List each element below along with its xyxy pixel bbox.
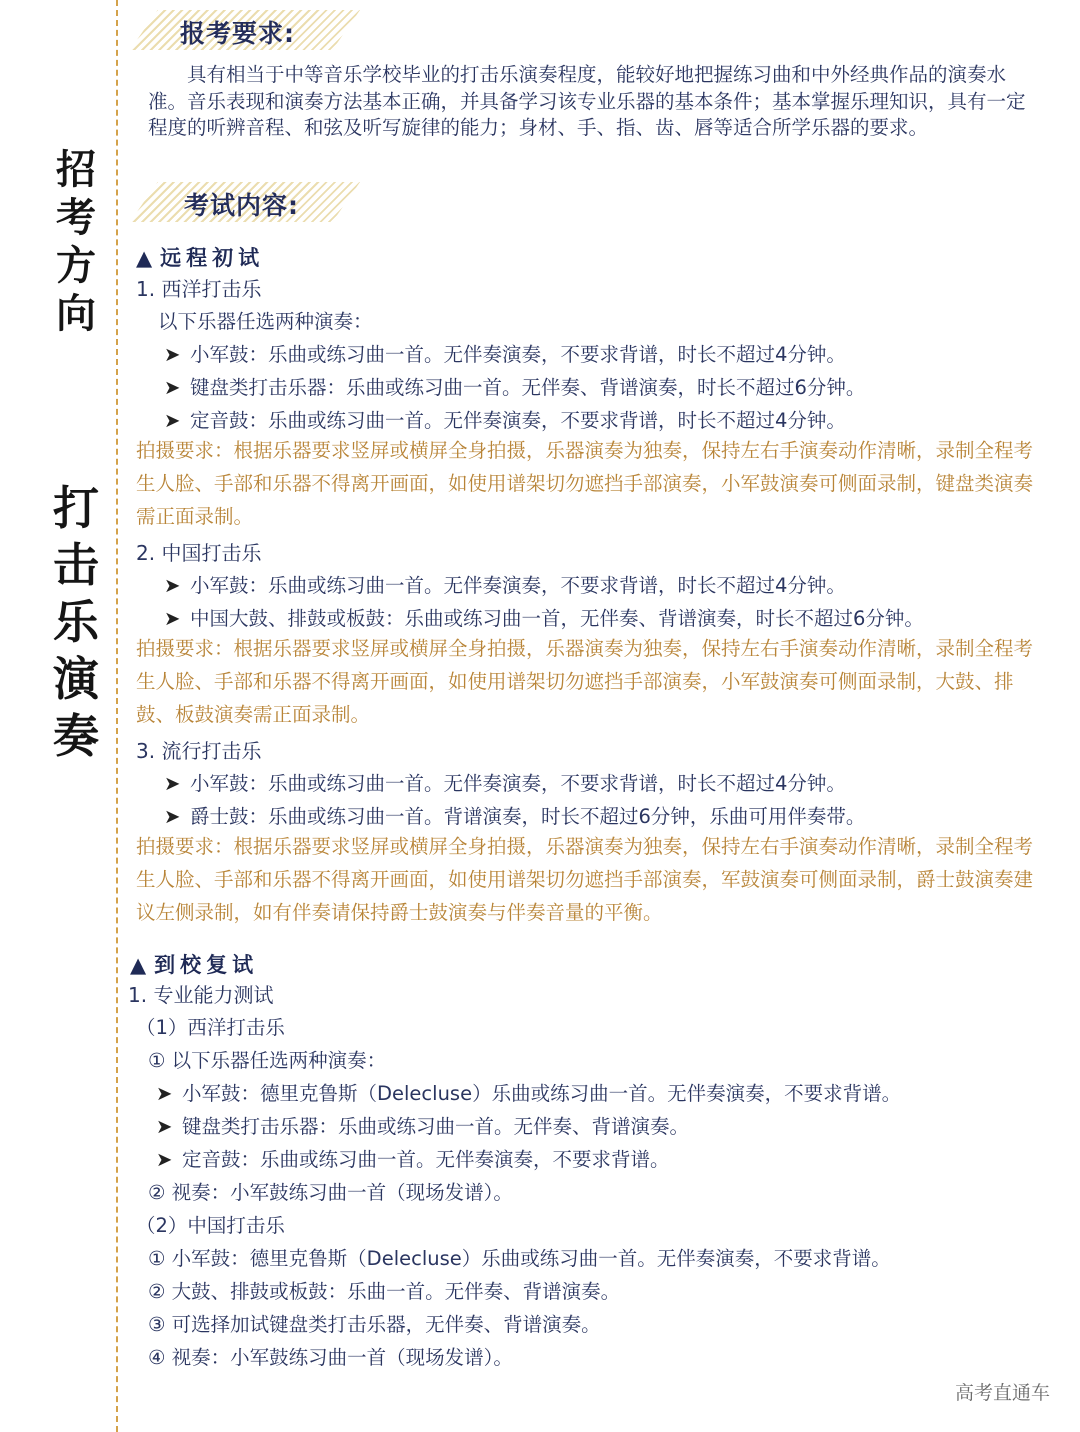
brand-watermark: 高考直通车 — [954, 1382, 1050, 1404]
vertical-divider — [116, 0, 118, 1432]
list-item: ① 小军鼓：德里克鲁斯（Delecluse）乐曲或练习曲一首。无伴奏演奏，不要求背谱。 — [148, 1247, 891, 1270]
arrow-bullet-icon: ➤ — [164, 376, 181, 399]
list-item: ➤ 小军鼓：乐曲或练习曲一首。无伴奏演奏，不要求背谱，时长不超过4分钟。 — [164, 574, 846, 597]
list-item: ③ 可选择加试键盘类打击乐器，无伴奏、背谱演奏。 — [148, 1313, 601, 1336]
pop-title: 3. 流行打击乐 — [136, 739, 262, 763]
filming-requirement: 拍摄要求：根据乐器要求竖屏或横屏全身拍摄，乐器演奏为独奏，保持左右手演奏动作清晰，录制全程考生人脸、手部和乐器不得离开画面，如使用谱架切勿遮挡手部演奏，小军鼓演奏可侧面录制，键盘类演奏需正面录制。 — [136, 439, 1034, 528]
side-title-bottom: 打 击 乐 演 奏 — [53, 481, 99, 763]
list-item: ➤ 小军鼓：德里克鲁斯（Delecluse）乐曲或练习曲一首。无伴奏演奏，不要求背谱。 — [156, 1082, 902, 1105]
triangle-icon: ▲ — [130, 953, 147, 977]
round2-heading: ▲ 到校复试 — [130, 953, 259, 977]
chinese-subtitle: （2）中国打击乐 — [136, 1214, 285, 1237]
requirements-header: 报考要求: — [180, 19, 295, 48]
round1-heading: ▲ 远程初试 — [136, 246, 265, 270]
skill-test-title: 1. 专业能力测试 — [128, 983, 274, 1007]
arrow-bullet-icon: ➤ — [164, 343, 181, 366]
list-item: ④ 视奏：小军鼓练习曲一首（现场发谱）。 — [148, 1346, 513, 1369]
western-intro: 以下乐器任选两种演奏： — [158, 310, 373, 333]
arrow-bullet-icon: ➤ — [156, 1115, 173, 1138]
chinese-title: 2. 中国打击乐 — [136, 541, 262, 565]
list-item: ➤ 爵士鼓：乐曲或练习曲一首。背谱演奏，时长不超过6分钟，乐曲可用伴奏带。 — [164, 805, 866, 828]
western-subtitle: （1）西洋打击乐 — [136, 1016, 285, 1039]
filming-requirement: 拍摄要求：根据乐器要求竖屏或横屏全身拍摄，乐器演奏为独奏，保持左右手演奏动作清晰，录制全程考生人脸、手部和乐器不得离开画面，如使用谱架切勿遮挡手部演奏，军鼓演奏可侧面录制，爵士鼓演奏建议左侧录制，如有伴奏请保持爵士鼓演奏与伴奏音量的平衡。 — [136, 835, 1034, 924]
arrow-bullet-icon: ➤ — [164, 574, 181, 597]
arrow-bullet-icon: ➤ — [156, 1082, 173, 1105]
filming-requirement: 拍摄要求：根据乐器要求竖屏或横屏全身拍摄，乐器演奏为独奏，保持左右手演奏动作清晰，录制全程考生人脸、手部和乐器不得离开画面，如使用谱架切勿遮挡手部演奏，小军鼓演奏可侧面录制，大鼓、排鼓、板鼓演奏需正面录制。 — [136, 637, 1034, 726]
sight-reading: ② 视奏：小军鼓练习曲一首（现场发谱）。 — [148, 1181, 513, 1204]
arrow-bullet-icon: ➤ — [164, 607, 181, 630]
triangle-icon: ▲ — [136, 246, 153, 270]
list-item: ➤ 定音鼓：乐曲或练习曲一首。无伴奏演奏，不要求背谱。 — [156, 1148, 670, 1171]
western-title: 1. 西洋打击乐 — [136, 277, 262, 301]
requirements-text: 具有相当于中等音乐学校毕业的打击乐演奏程度，能较好地把握练习曲和中外经典作品的演奏水准。音乐表现和演奏方法基本正确，并具备学习该专业乐器的基本条件；基本掌握乐理知识，具有一定程度的听辨音程、和弦及听写旋律的能力；身材、手、指、齿、唇等适合所学乐器的要求。 — [148, 63, 1026, 139]
list-item: ➤ 小军鼓：乐曲或练习曲一首。无伴奏演奏，不要求背谱，时长不超过4分钟。 — [164, 772, 846, 795]
list-item: ② 大鼓、排鼓或板鼓：乐曲一首。无伴奏、背谱演奏。 — [148, 1280, 621, 1303]
arrow-bullet-icon: ➤ — [164, 805, 181, 828]
list-item: ➤ 小军鼓：乐曲或练习曲一首。无伴奏演奏，不要求背谱，时长不超过4分钟。 — [164, 343, 846, 366]
arrow-bullet-icon: ➤ — [156, 1148, 173, 1171]
list-item: ➤ 中国大鼓、排鼓或板鼓：乐曲或练习曲一首，无伴奏、背谱演奏，时长不超过6分钟。 — [164, 607, 924, 630]
arrow-bullet-icon: ➤ — [164, 772, 181, 795]
side-title-top: 招 考 方 向 — [56, 147, 96, 337]
list-item: ➤ 键盘类打击乐器：乐曲或练习曲一首。无伴奏、背谱演奏，时长不超过6分钟。 — [164, 376, 866, 399]
exam-header: 考试内容: — [184, 191, 299, 220]
arrow-bullet-icon: ➤ — [164, 409, 181, 432]
list-item: ➤ 定音鼓：乐曲或练习曲一首。无伴奏演奏，不要求背谱，时长不超过4分钟。 — [164, 409, 846, 432]
list-item: ➤ 键盘类打击乐器：乐曲或练习曲一首。无伴奏、背谱演奏。 — [156, 1115, 690, 1138]
western-choice: ① 以下乐器任选两种演奏： — [148, 1049, 387, 1072]
